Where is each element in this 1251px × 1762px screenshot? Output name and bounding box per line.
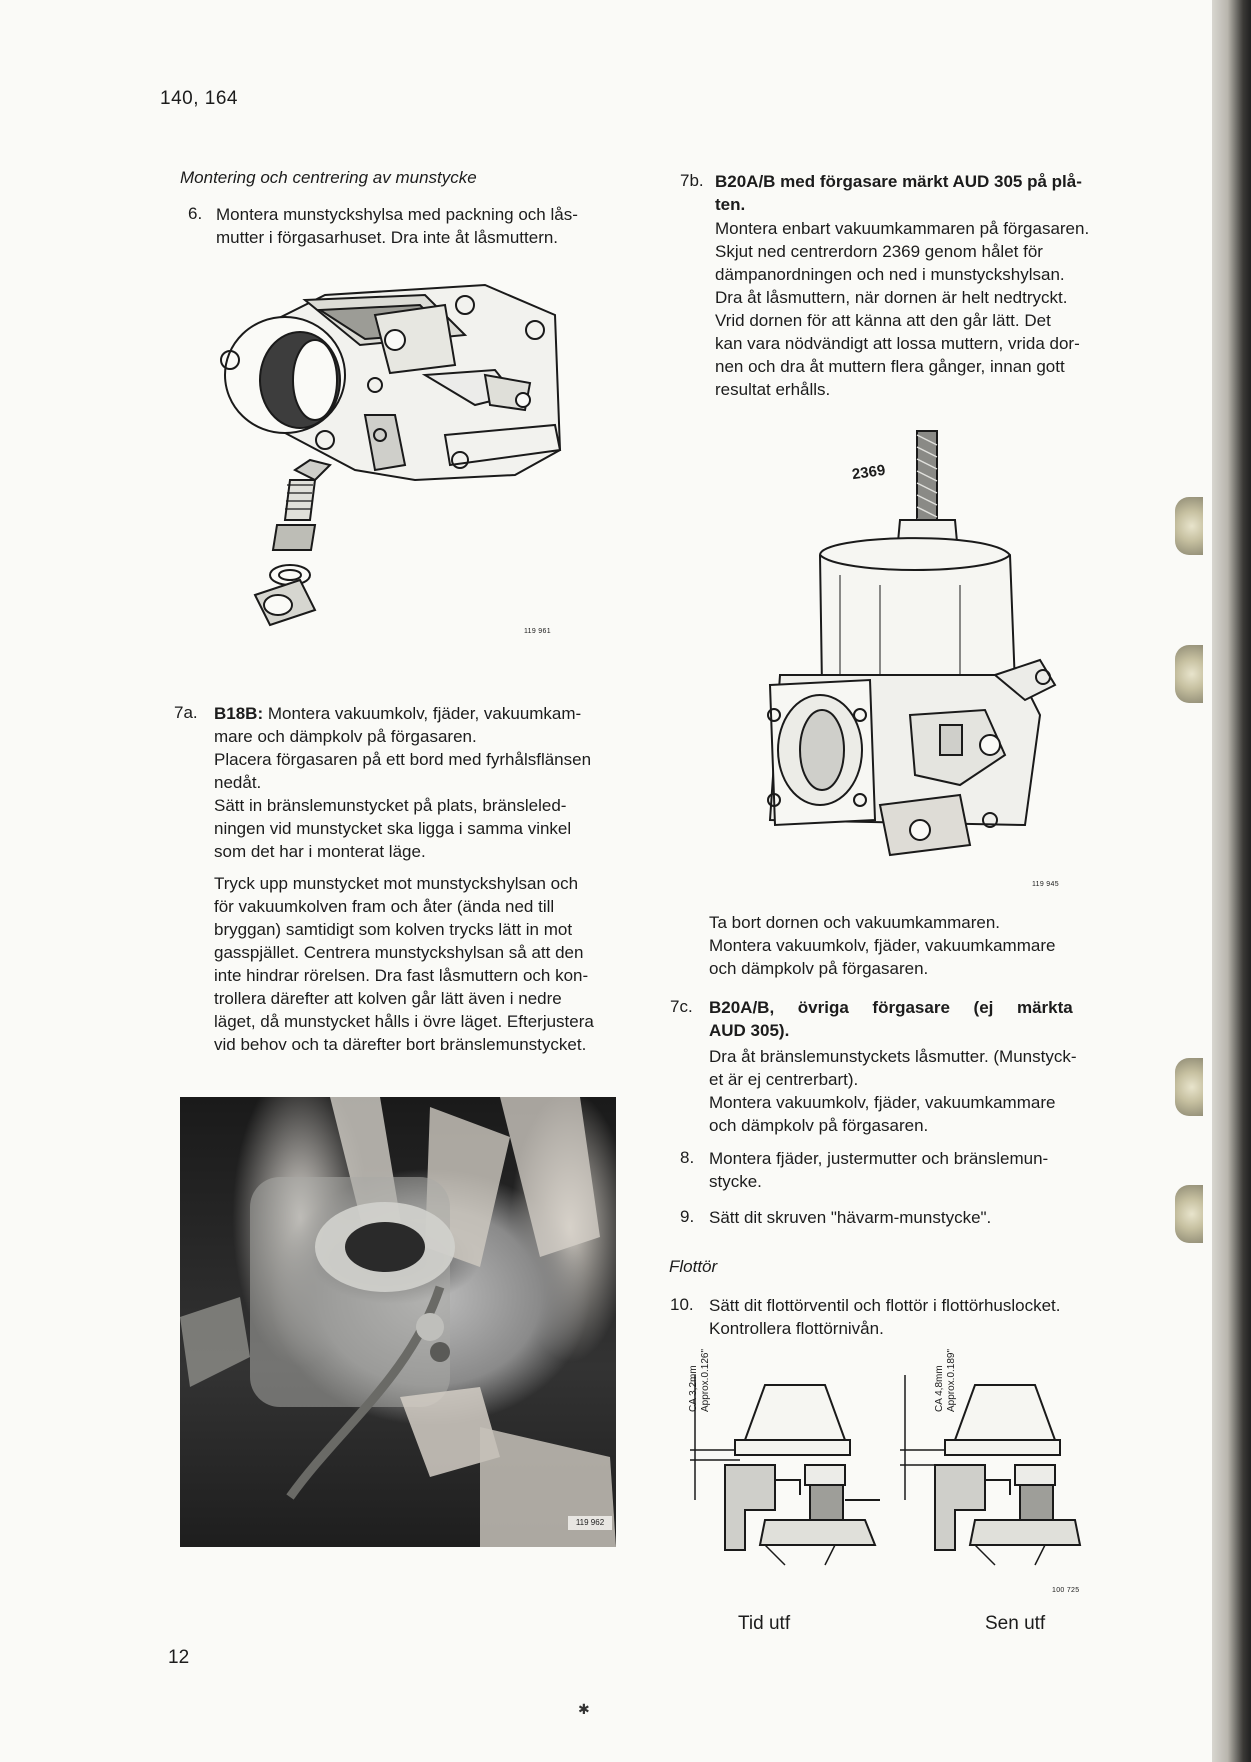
section-title: Montering och centrering av munstycke [180,168,477,187]
step7c-line-4: och dämpkolv på förgasaren. [709,1116,929,1135]
step7a-line-7: Tryck upp munstycket mot munstyckshylsan och [214,874,579,893]
step7a-lead [214,702,581,725]
float-left-dimension: CA 3,2mm [688,1365,699,1412]
step8-line-2: stycke. [709,1172,762,1191]
step7b-line-4: Dra åt låsmuttern, när dornen är helt nedtryckt. [715,288,1068,307]
binder-ring-4 [1175,1185,1203,1243]
carburettor-body-figure [215,275,575,645]
float-level-figures [665,1370,1085,1580]
step6-line-2: mutter i förgasarhuset. Dra inte åt låsmuttern. [216,228,559,247]
step7c-line-2: et är ej centrerbart). [709,1070,859,1089]
float-figure-number: 100 725 [1052,1587,1080,1594]
step7a-lead-bold: B18B: [214,704,264,723]
step6-line-1: Montera munstyckshylsa med packning och lås- [216,205,578,224]
float-section-title: Flottör [669,1257,718,1276]
photo-shapes [180,1097,616,1547]
caption-sen-utf: Sen utf [985,1613,1046,1634]
remove-rod-line-3: och dämpkolv på förgasaren. [709,959,929,978]
step7a-line-11: inte hindrar rörelsen. Dra fast låsmuttern och kon- [214,966,589,985]
float-right-approx: Approx.0.189" [946,1348,957,1412]
step7c-line-3: Montera vakuumkolv, fjäder, vakuumkammare [709,1093,1056,1112]
step7a-number: 7a. [174,703,198,722]
step7c-line-1: Dra åt bränslemunstyckets låsmutter. (Munstyck- [709,1047,1077,1066]
step7b-line-1: Montera enbart vakuumkammaren på förgasaren. [715,219,1090,238]
step7b-line-6: kan vara nödvändigt att lossa muttern, vrida dor- [715,334,1080,353]
step7c-number: 7c. [670,997,693,1016]
step7b-line-5: Vrid dornen för att känna att den går lätt. Det [715,311,1051,330]
remove-rod-line-2: Montera vakuumkolv, fjäder, vakuumkammare [709,936,1056,955]
step7a-line-8: för vakuumkolven fram och åter (ända ned till [214,897,555,916]
binder-edge [1212,0,1251,1762]
step7b-line-3: dämpanordningen och ned i munstyckshylsan. [715,265,1065,284]
step7a-line-13: läget, då munstycket hålls i övre läget. Efterjustera [214,1012,594,1031]
step9-number: 9. [680,1207,695,1226]
jet-centering-photo [180,1097,616,1547]
step7a-line-1: mare och dämpkolv på förgasaren. [214,727,477,746]
step7a-line-4: Sätt in bränslemunstycket på plats, bränsleled- [214,796,567,815]
caption-tid-utf: Tid utf [738,1613,791,1634]
step7b-line-7: nen och dra åt muttern flera gånger, innan gott [715,357,1065,376]
ink-mark-icon: ✱ [578,1701,590,1717]
step7a-line-9: bryggan) samtidigt som kolven trycks lätt in mot [214,920,573,939]
step7b-line-2: Skjut ned centrerdorn 2369 genom hålet för [715,242,1043,261]
model-header: 140, 164 [160,88,238,109]
step7a-line-5: ningen vid munstycket ska ligga i samma vinkel [214,819,572,838]
step7b-number: 7b. [680,171,704,190]
step7b-line-8: resultat erhålls. [715,380,831,399]
step7a-line-12: trollera därefter att kolven går lätt även i nedre [214,989,562,1008]
step7a-line-3: nedåt. [214,773,262,792]
step6-number: 6. [188,204,203,223]
figure2-number: 119 945 [1032,881,1059,888]
tool-number-2369: 2369 [850,461,887,484]
binder-ring-1 [1175,497,1203,555]
step10-line-2: Kontrollera flottörnivån. [709,1319,884,1338]
step8-line-1: Montera fjäder, justermutter och bränslemun- [709,1149,1049,1168]
step7a-line-2: Placera förgasaren på ett bord med fyrhålsflänsen [214,750,592,769]
step7a-line-14: vid behov och ta därefter bort bränslemunstycket. [214,1035,587,1054]
step7a-line-10: gasspjället. Centrera munstyckshylsan så att den [214,943,584,962]
binder-ring-2 [1175,645,1203,703]
photo-number: 119 962 [568,1516,612,1530]
binder-ring-3 [1175,1058,1203,1116]
step7c-heading-line-1: B20A/B, övriga förgasare (ej märkta [709,998,1073,1017]
step8-number: 8. [680,1148,695,1167]
step7a-line-6: som det har i monterat läge. [214,842,426,861]
float-left-approx: Approx.0.126" [700,1348,711,1412]
step10-number: 10. [670,1295,694,1314]
step10-line-1: Sätt dit flottörventil och flottör i flottörhuslocket. [709,1296,1061,1315]
step7b-heading-line-2: ten. [715,195,746,214]
float-right-dimension: CA 4,8mm [934,1365,945,1412]
step9-line-1: Sätt dit skruven "hävarm-munstycke". [709,1208,992,1227]
remove-rod-line-1: Ta bort dornen och vakuumkammaren. [709,913,1001,932]
page-number: 12 [168,1647,190,1668]
step7b-heading-line-1: B20A/B med förgasare märkt AUD 305 på plå- [715,172,1082,191]
step7a-lead-rest: Montera vakuumkolv, fjäder, vakuumkam- [263,704,582,723]
centering-rod-figure [760,425,1070,865]
step7c-heading-line-2: AUD 305). [709,1021,790,1040]
figure1-number: 119 961 [524,628,551,635]
